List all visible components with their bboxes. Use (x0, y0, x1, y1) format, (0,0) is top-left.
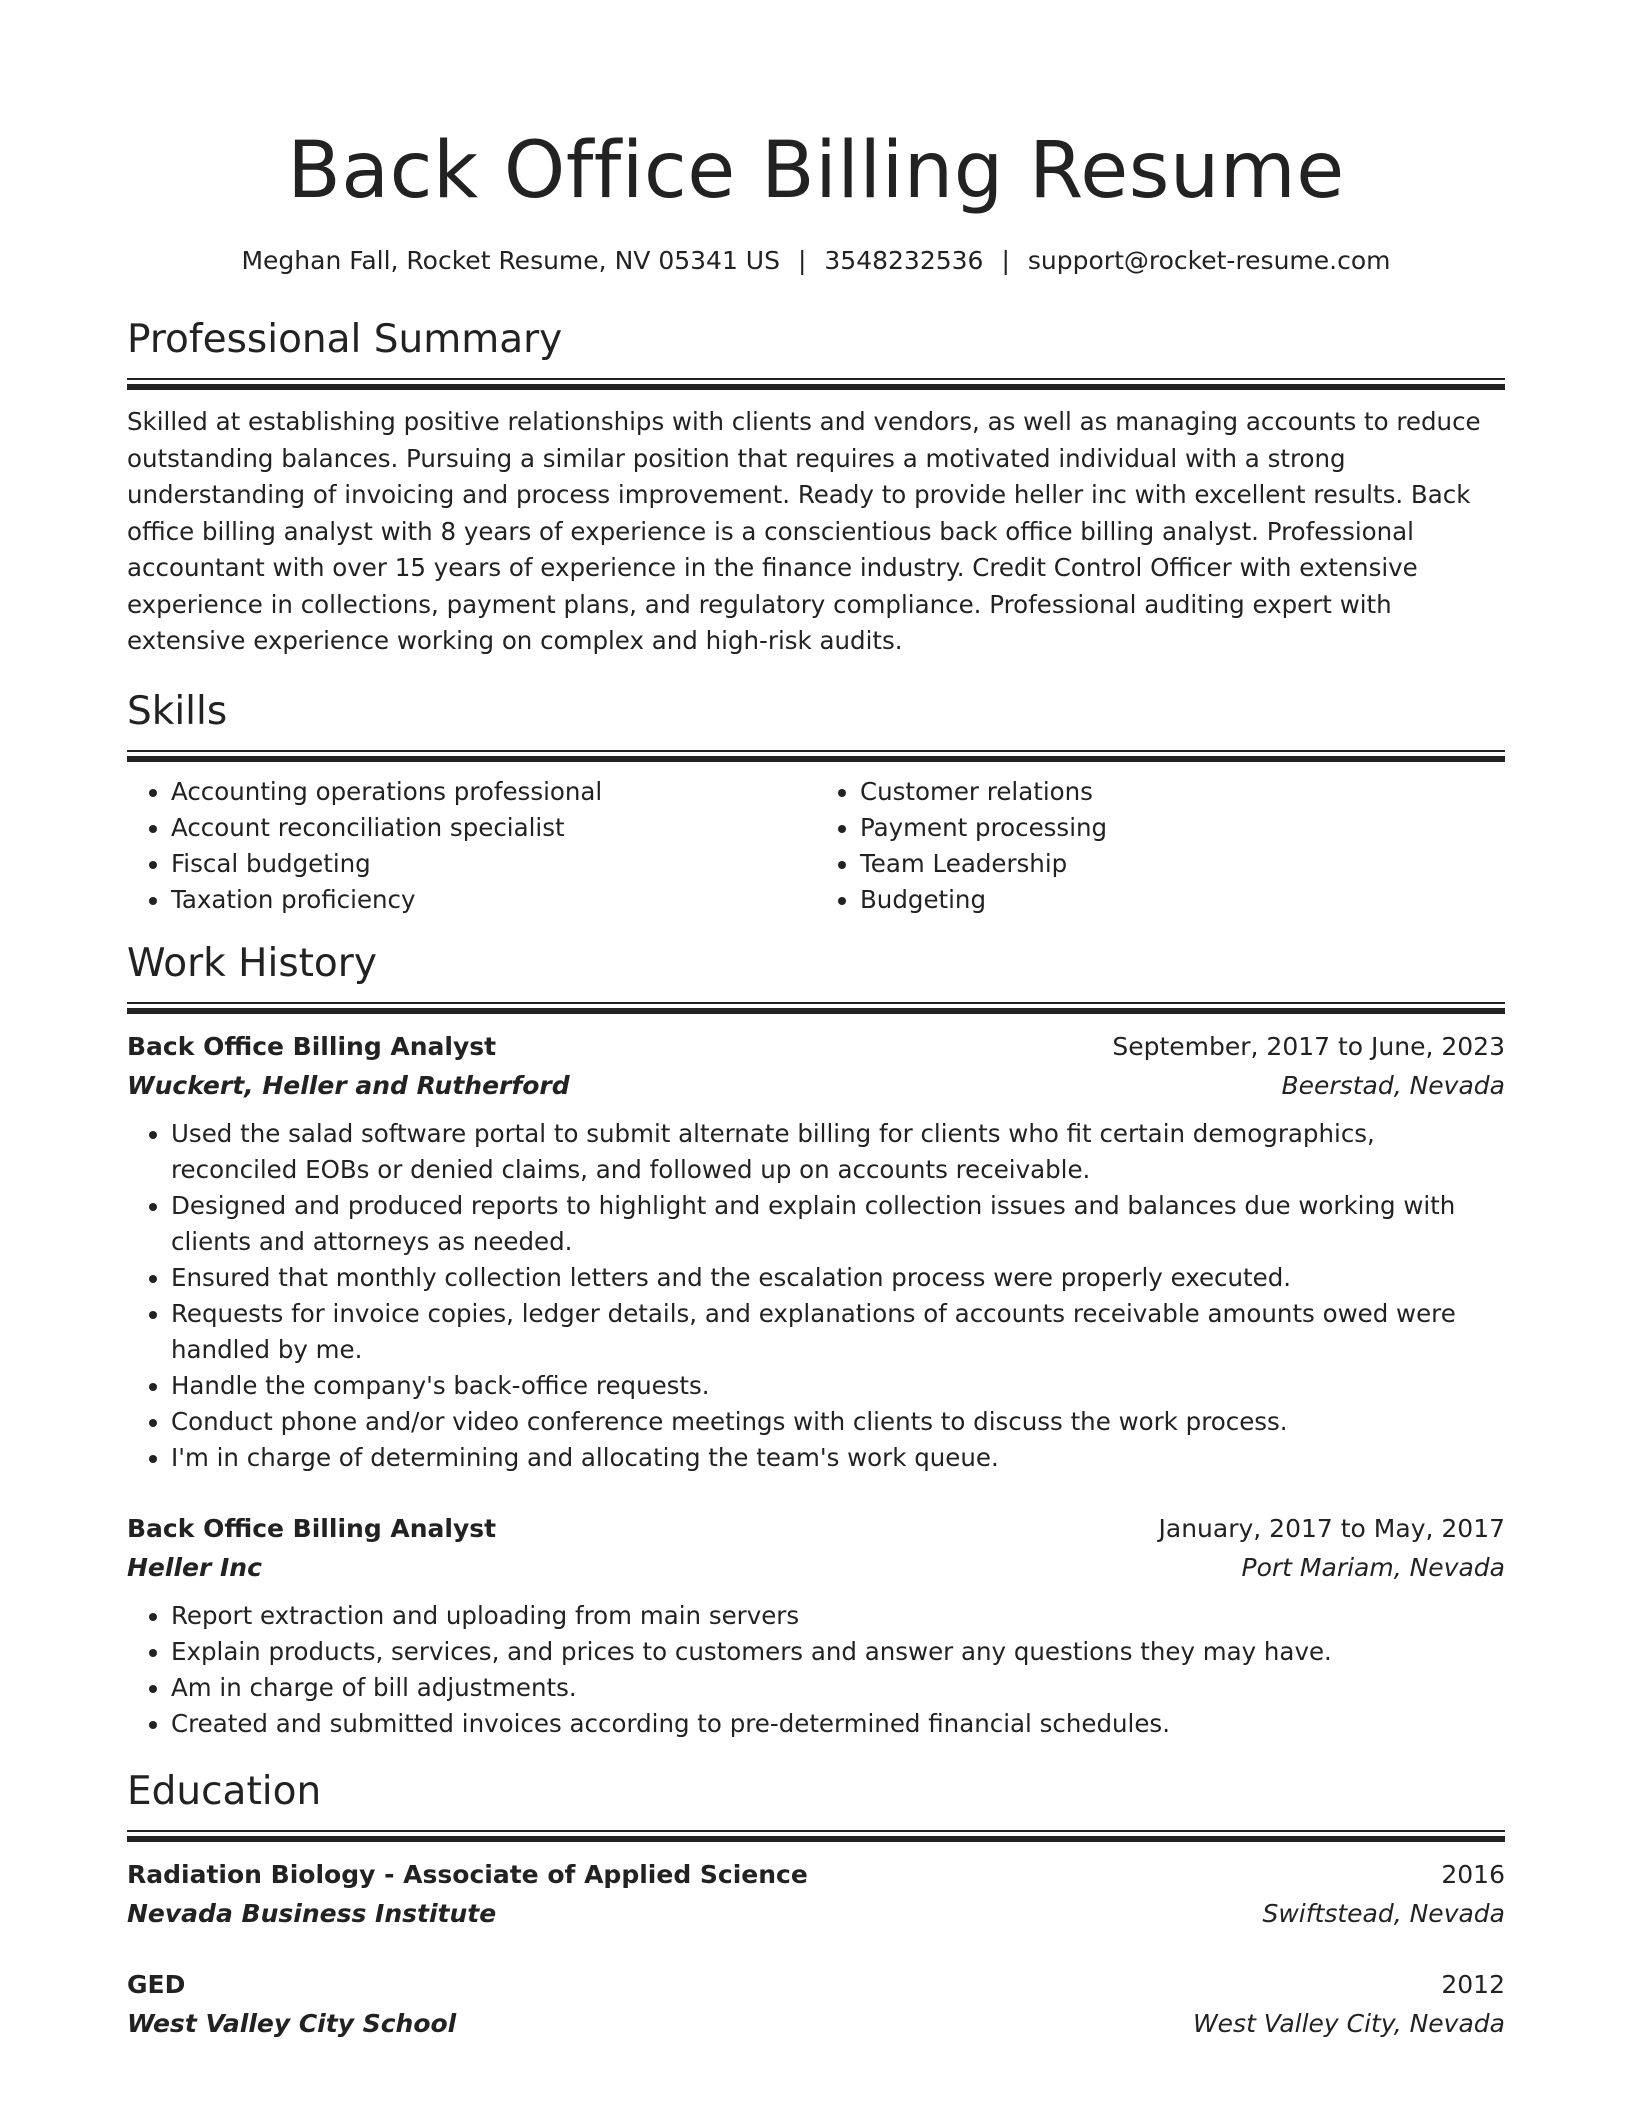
job-bullets (127, 1598, 1505, 1742)
section-divider (127, 1002, 1505, 1014)
summary-text: Skilled at establishing positive relationships with clients and vendors, as well as managing accounts to reduce outstanding balances. Pursuing a similar position that requires a motivated individual with a strong understanding of invoicing and process improvement. Ready to provide heller inc with excellent results. Back office billing analyst with 8 years of experience is a conscientious back office billing analyst. Professional accountant with over 15 years of experience in the finance industry. Credit Control Officer with extensive experience in collections, payment plans, and regulatory compliance. Professional auditing expert with extensive experience working on complex and high-risk audits. (127, 407, 1481, 655)
job-bullet: • Designed and produced reports to highlight and explain collection issues and balances due working with clients and attorneys as needed. (171, 1188, 1505, 1260)
job-bullet: • Requests for invoice copies, ledger details, and explanations of accounts receivable amounts owed were handled by me. (171, 1296, 1505, 1368)
contact-separator: | (797, 246, 807, 275)
education-header-row (127, 1856, 1505, 1894)
job-header-row (127, 1510, 1505, 1548)
section-divider (127, 750, 1505, 762)
work-history-heading: Work History (127, 940, 377, 986)
education-section (127, 1768, 1505, 2044)
education-year: 2016 (1441, 1859, 1505, 1889)
job-company-row (127, 1066, 1505, 1106)
skill-item: • Fiscal budgeting (171, 846, 816, 882)
job-header-row (127, 1028, 1505, 1066)
contact-email: support@rocket-resume.com (1027, 246, 1391, 275)
education-school-row (127, 2004, 1505, 2044)
job-bullet: • Explain products, services, and prices to customers and answer any questions they may have. (171, 1634, 1505, 1670)
job-bullets (127, 1116, 1505, 1476)
skill-item: • Customer relations (860, 774, 1505, 810)
work-history-section (127, 940, 1505, 1742)
skill-item: • Accounting operations professional (171, 774, 816, 810)
job-bullet: • I'm in charge of determining and allocating the team's work queue. (171, 1440, 1505, 1476)
job-title: Back Office Billing Analyst (127, 1031, 497, 1061)
education-year: 2012 (1441, 1969, 1505, 1999)
contact-line (127, 244, 1505, 278)
job-title: Back Office Billing Analyst (127, 1513, 497, 1543)
job-company-row (127, 1548, 1505, 1588)
education-entry (127, 1856, 1505, 1934)
job-bullet: • Am in charge of bill adjustments. (171, 1670, 1505, 1706)
skill-item: • Budgeting (860, 882, 1505, 918)
education-header-row (127, 1966, 1505, 2004)
skills-left-column (127, 774, 816, 918)
education-entry (127, 1966, 1505, 2044)
education-degree: Radiation Biology - Associate of Applied Science (127, 1859, 808, 1889)
section-divider (127, 378, 1505, 390)
job-dates: January, 2017 to May, 2017 (1158, 1513, 1505, 1543)
job-dates: September, 2017 to June, 2023 (1112, 1031, 1505, 1061)
skill-item: • Team Leadership (860, 846, 1505, 882)
education-degree: GED (127, 1969, 186, 1999)
job-bullet: • Created and submitted invoices according to pre-determined financial schedules. (171, 1706, 1505, 1742)
education-school: West Valley City School (127, 2008, 457, 2038)
job-entry (127, 1028, 1505, 1476)
skill-item: • Taxation proficiency (171, 882, 816, 918)
contact-separator: | (1001, 246, 1010, 275)
job-location: Port Mariam, Nevada (1241, 1552, 1505, 1582)
education-school: Nevada Business Institute (127, 1898, 497, 1928)
skills-grid (127, 774, 1505, 918)
job-company: Heller Inc (127, 1552, 262, 1582)
job-company: Wuckert, Heller and Rutherford (127, 1070, 570, 1100)
job-bullet: • Report extraction and uploading from main servers (171, 1598, 1505, 1634)
skills-heading: Skills (127, 688, 228, 734)
skills-right-column (816, 774, 1505, 918)
education-heading: Education (127, 1768, 322, 1814)
job-bullet: • Conduct phone and/or video conference meetings with clients to discuss the work process. (171, 1404, 1505, 1440)
skill-item: • Payment processing (860, 810, 1505, 846)
education-school-row (127, 1894, 1505, 1934)
resume-title: Back Office Billing Resume (287, 126, 1345, 216)
education-location: West Valley City, Nevada (1192, 2008, 1505, 2038)
job-entry (127, 1510, 1505, 1742)
skill-item: • Account reconciliation specialist (171, 810, 816, 846)
job-bullet: • Ensured that monthly collection letters and the escalation process were properly executed. (171, 1260, 1505, 1296)
section-divider (127, 1830, 1505, 1842)
education-location: Swiftstead, Nevada (1262, 1898, 1505, 1928)
summary-section (127, 316, 1505, 660)
contact-address: Meghan Fall, Rocket Resume, NV 05341 US (241, 246, 780, 275)
contact-phone: 3548232536 (824, 246, 984, 275)
job-bullet: • Handle the company's back-office requests. (171, 1368, 1505, 1404)
skills-section (127, 688, 1505, 918)
job-bullet: • Used the salad software portal to submit alternate billing for clients who fit certain demographics, reconciled EOBs or denied claims, and followed up on accounts receivable. (171, 1116, 1505, 1188)
summary-heading: Professional Summary (127, 317, 563, 362)
job-location: Beerstad, Nevada (1281, 1070, 1505, 1100)
